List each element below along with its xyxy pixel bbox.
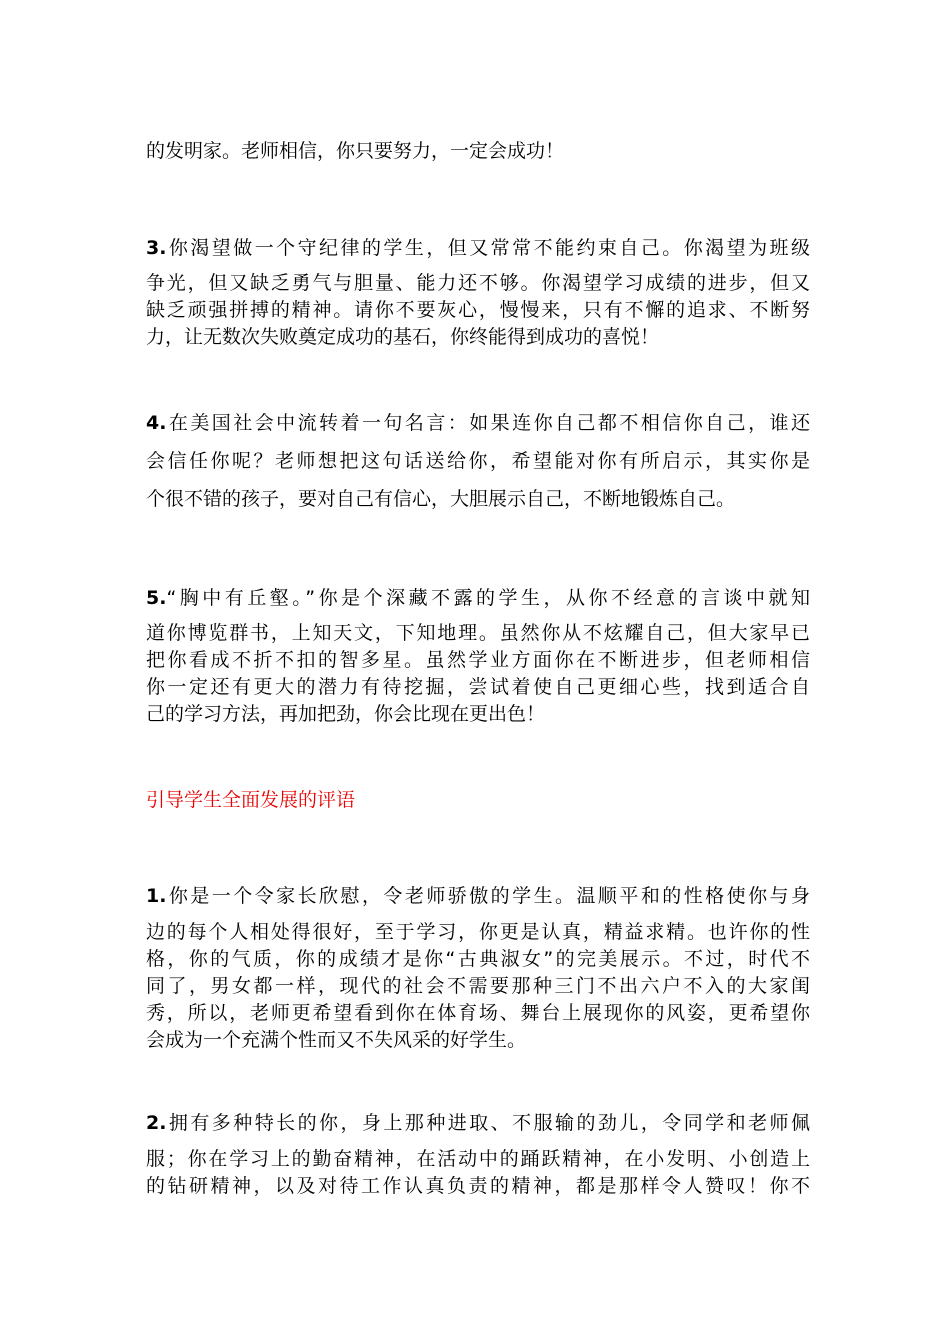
paragraph-first-line: 5.“胸中有丘壑。”你是个深藏不露的学生，从你不经意的言谈中就知 [146, 587, 810, 609]
paragraph-line: 缺乏顽强拼搏的精神。请你不要灰心，慢慢来，只有不懈的追求、不断努 [146, 299, 810, 321]
paragraph-line: 个很不错的孩子，要对自己有信心，大胆展示自己，不断地锻炼自己。 [146, 488, 736, 510]
paragraph-line: 会成为一个充满个性而又不失风采的好学生。 [146, 1029, 527, 1051]
paragraph-number: 1. [146, 885, 167, 907]
paragraph-line: 把你看成不折不扣的智多星。虽然学业方面你在不断进步，但老师相信 [146, 649, 810, 671]
paragraph-first-line: 3.你渴望做一个守纪律的学生，但又常常不能约束自己。你渴望为班级 [146, 237, 810, 259]
paragraph-line: 己的学习方法，再加把劲，你会比现在更出色！ [146, 703, 546, 725]
section-heading: 引导学生全面发展的评语 [146, 789, 356, 811]
paragraph-line: 会信任你呢？老师想把这句话送给你，希望能对你有所启示，其实你是 [146, 450, 810, 472]
paragraph-line: 的钻研精神，以及对待工作认真负责的精神，都是那样令人赞叹！你不 [146, 1175, 810, 1197]
paragraph-first-line: 1.你是一个令家长欣慰，令老师骄傲的学生。温顺平和的性格使你与身 [146, 885, 810, 907]
paragraph-number: 4. [146, 412, 167, 434]
paragraph-line: 道你博览群书，上知天文，下知地理。虽然你从不炫耀自己，但大家早已 [146, 622, 810, 644]
paragraph-line: 秀，所以，老师更希望看到你在体育场、舞台上展现你的风姿，更希望你 [146, 1002, 810, 1024]
paragraph-line: 边的每个人相处得很好，至于学习，你更是认真，精益求精。也许你的性 [146, 921, 810, 943]
paragraph-first-line: 4.在美国社会中流转着一句名言：如果连你自己都不相信你自己，谁还 [146, 412, 810, 434]
paragraph-line: 服；你在学习上的勤奋精神，在活动中的踊跃精神，在小发明、小创造上 [146, 1148, 810, 1170]
paragraph-first-line: 2.拥有多种特长的你，身上那种进取、不服输的劲儿，令同学和老师佩 [146, 1112, 810, 1134]
paragraph-line: 力，让无数次失败奠定成功的基石，你终能得到成功的喜悦！ [146, 326, 660, 348]
paragraph-line: 争光，但又缺乏勇气与胆量、能力还不够。你渴望学习成绩的进步，但又 [146, 272, 810, 294]
paragraph-number: 5. [146, 587, 167, 609]
paragraph-line: 你一定还有更大的潜力有待挖掘，尝试着使自己更细心些，找到适合自 [146, 676, 810, 698]
paragraph-line: 同了，男女都一样，现代的社会不需要那种三门不出六户不入的大家闺 [146, 975, 810, 997]
paragraph-line: 格，你的气质，你的成绩才是你“古典淑女”的完美展示。不过，时代不 [146, 948, 810, 970]
paragraph-number: 2. [146, 1112, 167, 1134]
continued-line: 的发明家。老师相信，你只要努力，一定会成功！ [146, 140, 565, 162]
paragraph-number: 3. [146, 237, 167, 259]
